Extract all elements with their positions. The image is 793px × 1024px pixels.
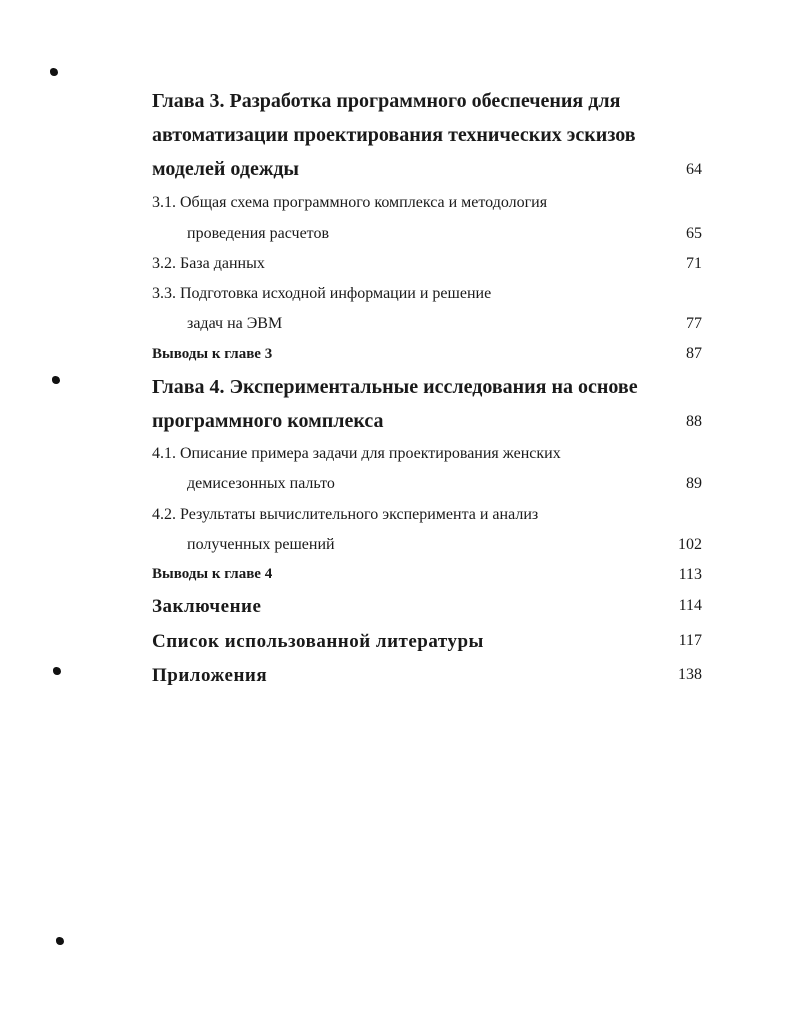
- chapter-4-conclusion-page: 113: [678, 566, 702, 583]
- appendices-page: 138: [678, 666, 702, 683]
- section-4-2-line-1: 4.2. Результаты вычислительного эксперимента и анализ: [152, 506, 539, 523]
- conclusion-entry: Заключение: [152, 596, 262, 617]
- appendices-entry: Приложения: [152, 665, 268, 686]
- chapter-3-title-line-3: моделей одежды: [152, 158, 300, 180]
- binding-hole-mark: [52, 376, 60, 384]
- chapter-4-page: 88: [686, 413, 702, 430]
- section-3-1-line-1: 3.1. Общая схема программного комплекса и методология: [152, 194, 548, 211]
- binding-hole-mark: [50, 68, 58, 76]
- chapter-4-conclusion: Выводы к главе 4: [152, 566, 273, 582]
- section-4-2-line-2: полученных решений: [187, 536, 335, 553]
- section-3-3-page: 77: [686, 315, 702, 332]
- chapter-4-title-line-2: программного комплекса: [152, 410, 384, 432]
- references-page: 117: [678, 632, 702, 649]
- section-3-1-line-2: проведения расчетов: [187, 225, 330, 242]
- section-3-2-line-1: 3.2. База данных: [152, 255, 265, 272]
- binding-hole-mark: [53, 667, 61, 675]
- chapter-3-conclusion-page: 87: [686, 345, 702, 362]
- section-3-2-page: 71: [686, 255, 702, 272]
- chapter-3-title-line-1: Глава 3. Разработка программного обеспечения для: [152, 90, 621, 112]
- section-3-1-page: 65: [686, 225, 702, 242]
- chapter-4-title-line-1: Глава 4. Экспериментальные исследования на основе: [152, 376, 638, 398]
- section-4-1-page: 89: [686, 475, 702, 492]
- section-4-1-line-2: демисезонных пальто: [187, 475, 335, 492]
- chapter-3-conclusion: Выводы к главе 3: [152, 346, 273, 362]
- chapter-3-page: 64: [686, 161, 702, 178]
- section-3-3-line-2: задач на ЭВМ: [187, 315, 283, 332]
- section-3-3-line-1: 3.3. Подготовка исходной информации и решение: [152, 285, 492, 302]
- chapter-3-title-line-2: автоматизации проектирования технических эскизов: [152, 124, 636, 146]
- binding-hole-mark: [56, 937, 64, 945]
- conclusion-page: 114: [678, 597, 702, 614]
- section-4-2-page: 102: [678, 536, 702, 553]
- section-4-1-line-1: 4.1. Описание примера задачи для проектирования женских: [152, 445, 561, 462]
- references-entry: Список использованной литературы: [152, 631, 484, 652]
